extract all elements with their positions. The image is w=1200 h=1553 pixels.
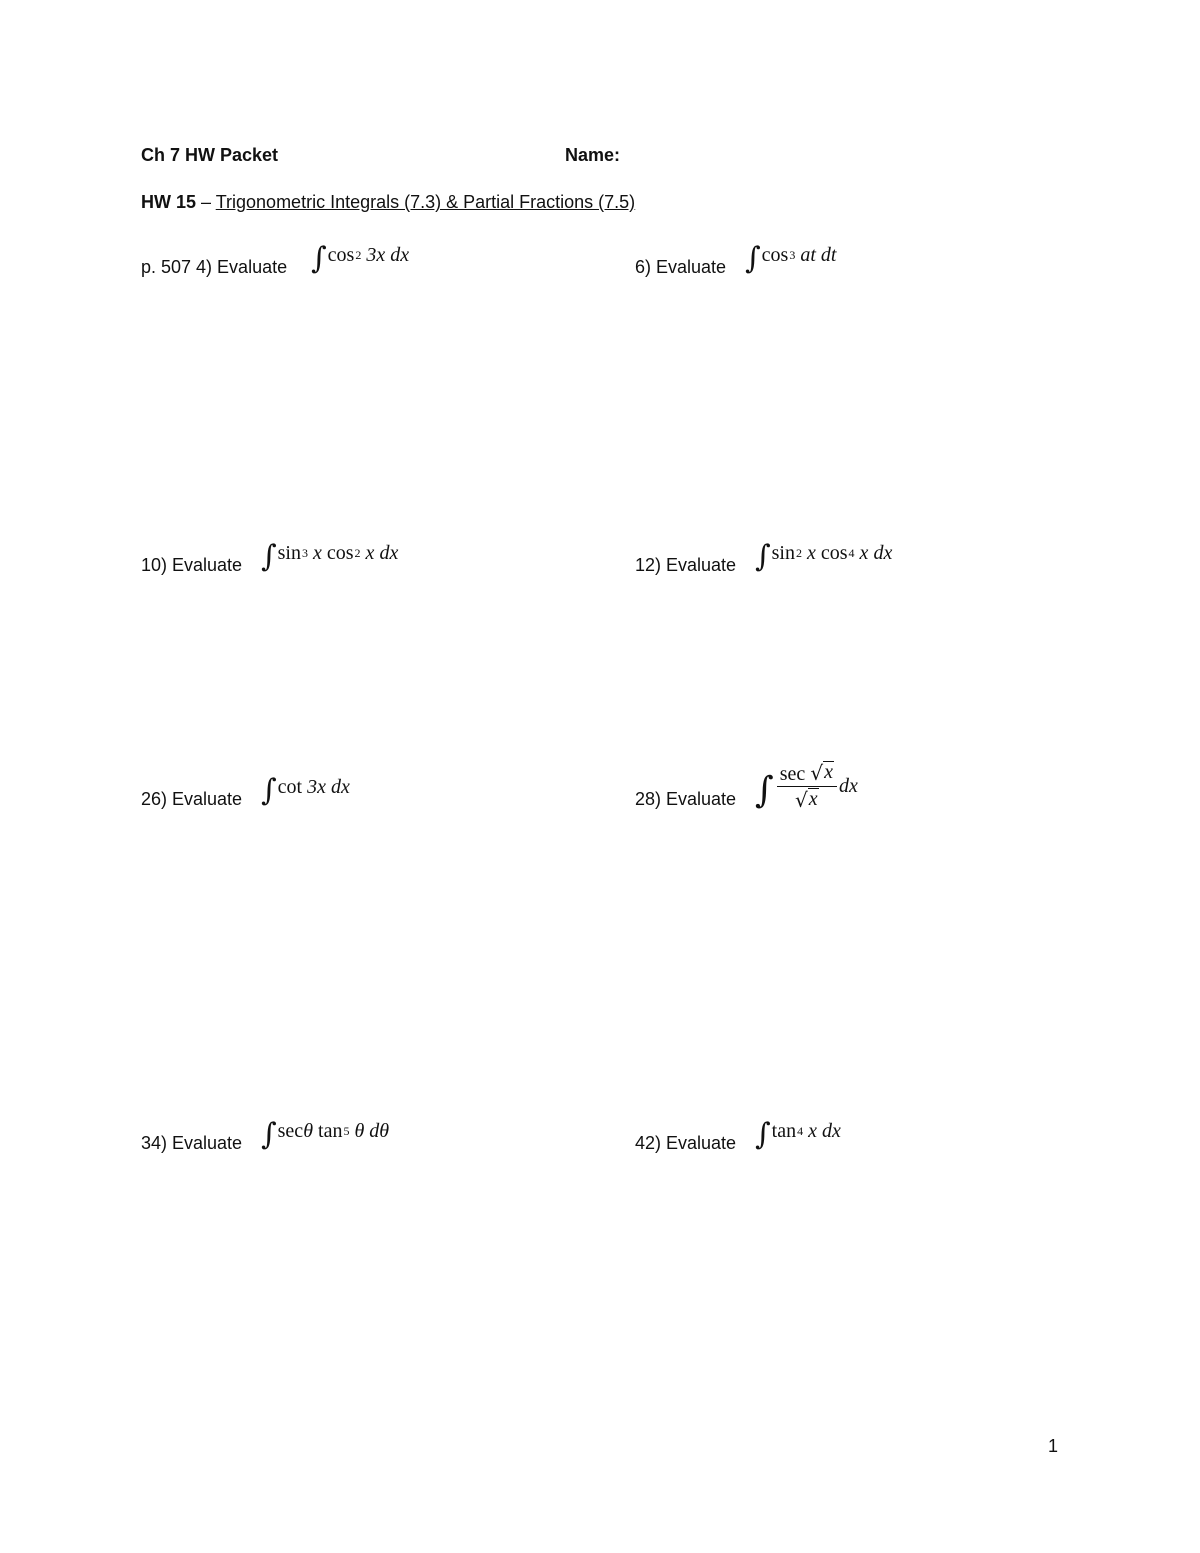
integral-expression (261, 1116, 390, 1152)
radical-sign: √ (795, 788, 808, 812)
exponent: 2 (354, 545, 361, 560)
trig-function: sin (771, 541, 795, 564)
problem-4 (141, 218, 561, 278)
radicand: x (824, 761, 833, 783)
integral-expression (261, 538, 399, 574)
function-argument: 3x (366, 243, 386, 266)
differential: dx (821, 1119, 841, 1142)
problem-label: 34) Evaluate (141, 1133, 243, 1153)
function-argument: x (806, 541, 816, 564)
differential: dx (838, 775, 858, 797)
integral-sign: ∫ (311, 241, 327, 276)
problem-label: 6) Evaluate (635, 257, 727, 277)
problem-label: p. 507 4) Evaluate (141, 257, 288, 277)
integral-expression (745, 240, 837, 276)
exponent: 3 (789, 247, 796, 262)
trig-function: cos (327, 243, 355, 266)
integral-sign: ∫ (755, 539, 771, 574)
integral-expression (755, 761, 858, 812)
exponent: 3 (301, 545, 308, 560)
hw-topic: Trigonometric Integrals (7.3) & Partial Fractions (7.5) (215, 192, 636, 212)
trig-function: sec (779, 763, 806, 785)
function-argument: x (312, 541, 322, 564)
integral-expression (261, 772, 350, 808)
function-argument: 3x (307, 775, 326, 798)
problem-label: 10) Evaluate (141, 555, 243, 575)
fraction-numerator (777, 761, 837, 787)
differential: dx (390, 243, 410, 266)
hw-label: HW 15 (141, 192, 197, 212)
trig-function: sec (277, 1119, 304, 1142)
differential: dx (873, 541, 893, 564)
trig-function: tan (771, 1119, 797, 1142)
integral-expression (755, 1116, 841, 1152)
problem-6 (635, 218, 1055, 278)
exponent: 5 (343, 1123, 350, 1138)
function-argument: θ (354, 1119, 365, 1142)
integral-sign: ∫ (261, 539, 277, 574)
integral-sign: ∫ (745, 241, 761, 276)
trig-function: cot (277, 775, 303, 798)
packet-title: Ch 7 HW Packet (141, 145, 279, 165)
radicand: x (808, 788, 818, 810)
differential: dθ (369, 1119, 390, 1142)
problem-label: 42) Evaluate (635, 1133, 737, 1153)
problem-12 (635, 516, 1055, 576)
trig-function: cos (820, 541, 848, 564)
function-argument: x (808, 1119, 817, 1142)
problem-label: 28) Evaluate (635, 789, 737, 809)
trig-function: cos (761, 243, 789, 266)
problem-26 (141, 750, 561, 810)
function-argument: θ (303, 1119, 314, 1142)
trig-function: cos (326, 541, 354, 564)
trig-function: sin (277, 541, 301, 564)
integral-expression (311, 240, 410, 276)
problem-34 (141, 1094, 561, 1154)
function-argument: x (859, 541, 869, 564)
hw-dash: – (196, 192, 216, 212)
differential: dx (379, 541, 399, 564)
integral-expression (755, 538, 893, 574)
problem-10 (141, 516, 561, 576)
trig-function: tan (318, 1119, 343, 1142)
hw-heading (141, 192, 635, 213)
function-argument: at (800, 243, 816, 266)
name-label: Name: (565, 145, 621, 165)
exponent: 4 (848, 545, 855, 560)
problem-42 (635, 1094, 1055, 1154)
radical-sign: √ (810, 761, 824, 785)
exponent: 2 (355, 247, 362, 262)
integral-sign: ∫ (261, 773, 277, 808)
fraction (777, 761, 837, 812)
integral-sign: ∫ (755, 1117, 771, 1152)
page-number: 1 (1048, 1436, 1059, 1456)
fraction-denominator (795, 787, 819, 812)
integral-sign: ∫ (755, 769, 774, 811)
differential: dx (330, 775, 350, 798)
differential: dt (820, 243, 837, 266)
function-argument: x (365, 541, 375, 564)
integral-sign: ∫ (261, 1117, 277, 1152)
square-root (810, 761, 834, 783)
exponent: 4 (797, 1123, 804, 1138)
problem-label: 26) Evaluate (141, 789, 243, 809)
exponent: 2 (795, 545, 802, 560)
problem-28 (635, 750, 1055, 810)
problem-label: 12) Evaluate (635, 555, 737, 575)
square-root (795, 788, 819, 810)
